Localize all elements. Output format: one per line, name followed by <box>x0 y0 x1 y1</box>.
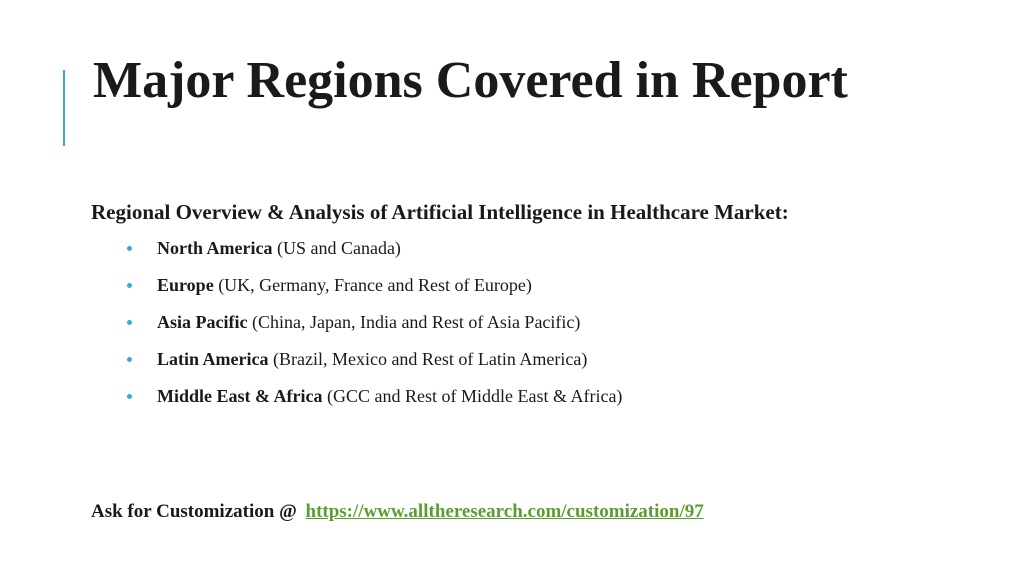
region-text <box>157 273 532 297</box>
region-text <box>157 236 401 260</box>
customization-cta <box>91 500 704 524</box>
bullet-icon <box>127 246 132 251</box>
region-text <box>157 347 587 371</box>
bullet-icon <box>127 283 132 288</box>
cta-label: Ask for Customization @ <box>91 501 297 522</box>
customization-link[interactable]: https://www.alltheresearch.com/customization/97 <box>305 501 704 522</box>
region-text <box>157 384 622 408</box>
list-item <box>127 236 622 273</box>
region-detail: (GCC and Rest of Middle East & Africa) <box>326 386 623 406</box>
region-detail: (Brazil, Mexico and Rest of Latin America) <box>272 349 588 369</box>
region-name: North America <box>157 238 273 258</box>
region-detail: (US and Canada) <box>276 238 401 258</box>
region-detail: (UK, Germany, France and Rest of Europe) <box>218 275 532 295</box>
region-name: Middle East & Africa <box>157 386 323 406</box>
list-item <box>127 384 622 421</box>
list-item <box>127 310 622 347</box>
title-accent-bar <box>63 70 65 146</box>
slide-title: Major Regions Covered in Report <box>93 52 848 109</box>
region-name: Europe <box>157 275 214 295</box>
region-list <box>127 236 622 421</box>
bullet-icon <box>127 320 132 325</box>
region-detail: (China, Japan, India and Rest of Asia Pacific) <box>251 312 581 332</box>
region-name: Asia Pacific <box>157 312 248 332</box>
list-item <box>127 273 622 310</box>
section-heading: Regional Overview & Analysis of Artificial Intelligence in Healthcare Market: <box>91 200 789 224</box>
bullet-icon <box>127 394 132 399</box>
bullet-icon <box>127 357 132 362</box>
region-name: Latin America <box>157 349 269 369</box>
region-text <box>157 310 580 334</box>
list-item <box>127 347 622 384</box>
